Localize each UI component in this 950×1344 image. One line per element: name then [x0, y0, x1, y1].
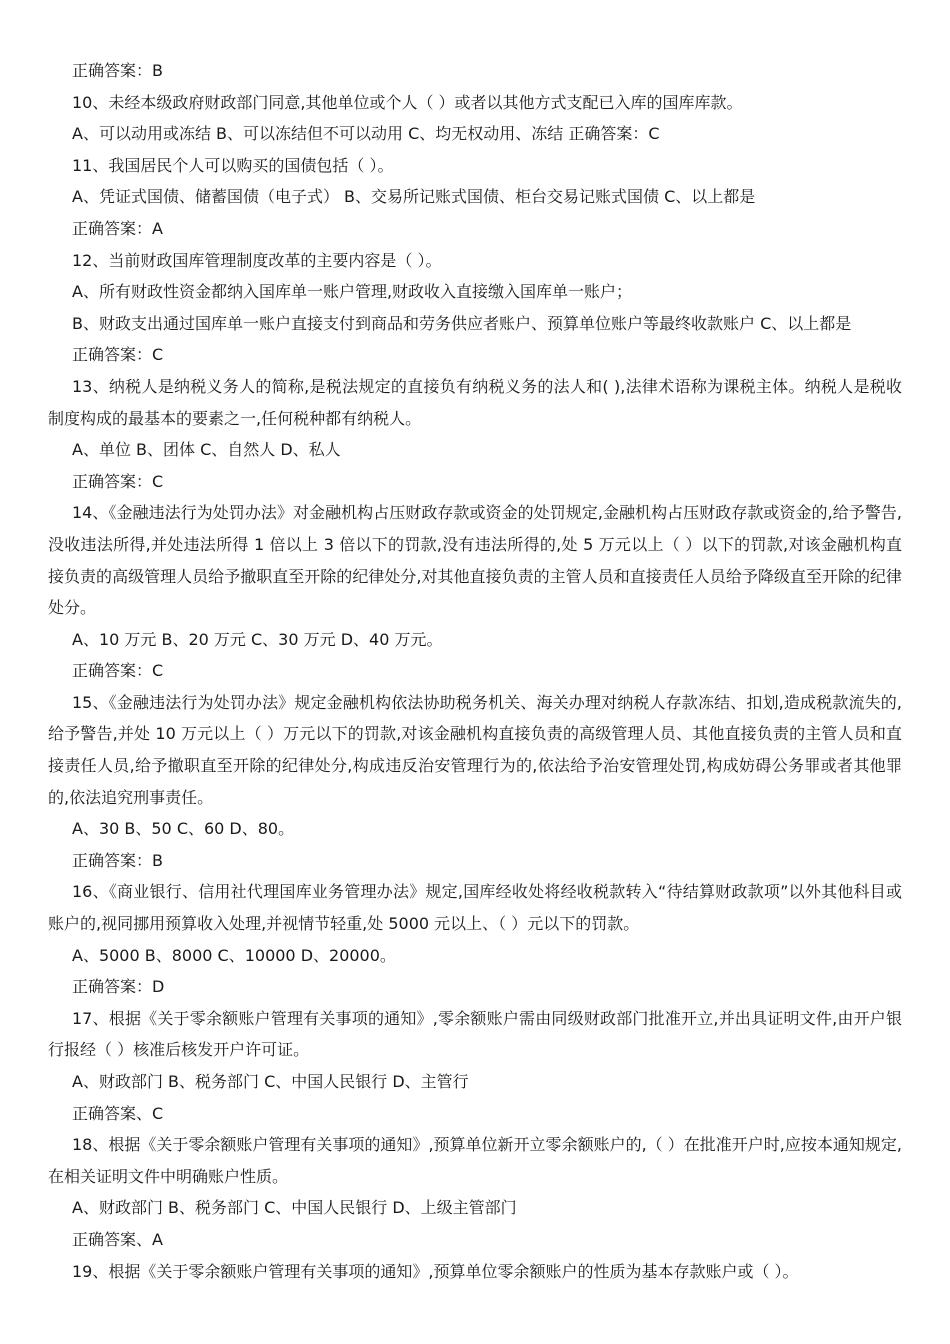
question-10: 10、未经本级政府财政部门同意,其他单位或个人（ ）或者以其他方式支配已入库的国库库款。 [72, 92, 743, 112]
options-16: A、5000 B、8000 C、10000 D、20000。 [72, 945, 396, 965]
answer-11: 正确答案：A [72, 218, 163, 238]
answer-line: 正确答案：B [72, 61, 163, 80]
question-13: 13、纳税人是纳税义务人的简称,是税法规定的直接负有纳税义务的法人和( ),法律术语称为课税主体。纳税人是税收制度构成的最基本的要素之一,任何税种都有纳税人。 [48, 376, 902, 428]
answer-15: 正确答案：B [72, 850, 163, 870]
options-11: A、凭证式国债、储蓄国债（电子式） B、交易所记账式国债、柜台交易记账式国债 C、以上都是 [72, 187, 756, 207]
answer-16: 正确答案：D [72, 977, 165, 997]
question-12: 12、当前财政国库管理制度改革的主要内容是（ ）。 [72, 250, 442, 270]
options-14: A、10 万元 B、20 万元 C、30 万元 D、40 万元。 [72, 629, 443, 649]
options-13: A、单位 B、团体 C、自然人 D、私人 [72, 440, 341, 460]
answer-12: 正确答案：C [72, 345, 164, 365]
option-12-a: A、所有财政性资金都纳入国库单一账户管理,财政收入直接缴入国库单一账户； [72, 282, 633, 302]
options-10: A、可以动用或冻结 B、可以冻结但不可以动用 C、均无权动用、冻结 正确答案：C [72, 124, 660, 144]
question-19: 19、根据《关于零余额账户管理有关事项的通知》,预算单位零余额账户的性质为基本存款账户或（ ）。 [72, 1261, 799, 1281]
question-15: 15、《金融违法行为处罚办法》规定金融机构依法协助税务机关、海关办理对纳税人存款冻结、扣划,造成税款流失的,给予警告,并处 10 万元以上（ ）万元以下的罚款,对该金融机构直接负责的高级管理人员、其他直接负责的主管人员和直接责任人员,给予撤职直至开除的纪律处分,构成违反治安管理行为的,依法给予治安管理处罚,构成妨碍公务罪或者其他罪的,依法追究刑事责任。 [48, 692, 902, 807]
answer-13: 正确答案：C [72, 471, 164, 491]
options-18: A、财政部门 B、税务部门 C、中国人民银行 D、上级主管部门 [72, 1198, 517, 1218]
question-16: 16、《商业银行、信用社代理国库业务管理办法》规定,国库经收处将经收税款转入“待结算财政款项”以外其他科目或账户的,视同挪用预算收入处理,并视情节轻重,处 5000 元以上、（ ）元以下的罚款。 [48, 882, 902, 934]
answer-18: 正确答案、A [72, 1229, 163, 1249]
options-15: A、30 B、50 C、60 D、80。 [72, 819, 295, 839]
answer-17: 正确答案、C [72, 1103, 164, 1123]
question-11: 11、我国居民个人可以购买的国债包括（ ）。 [72, 155, 394, 175]
question-17: 17、根据《关于零余额账户管理有关事项的通知》,零余额账户需由同级财政部门批准开立,并出具证明文件,由开户银行报经（ ）核准后核发开户许可证。 [48, 1008, 902, 1060]
options-17: A、财政部门 B、税务部门 C、中国人民银行 D、主管行 [72, 1072, 469, 1091]
answer-14: 正确答案：C [72, 661, 164, 681]
question-14: 14、《金融违法行为处罚办法》对金融机构占压财政存款或资金的处罚规定,金融机构占压财政存款或资金的,给予警告,没收违法所得,并处违法所得 1 倍以上 3 倍以下的罚款,没有违法所得的,处 5 万元以上（ ）以下的罚款,对该金融机构直接负责的高级管理人员给予撤职直至开除的纪律处分,对其他直接负责的主管人员和直接责任人员给予降级直至开除的纪律处分。 [48, 503, 902, 618]
question-18: 18、根据《关于零余额账户管理有关事项的通知》,预算单位新开立零余额账户的,（ ）在批准开户时,应按本通知规定,在相关证明文件中明确账户性质。 [48, 1135, 902, 1186]
option-12-b: B、财政支出通过国库单一账户直接支付到商品和劳务供应者账户、预算单位账户等最终收款账户 C、以上都是 [72, 313, 852, 333]
